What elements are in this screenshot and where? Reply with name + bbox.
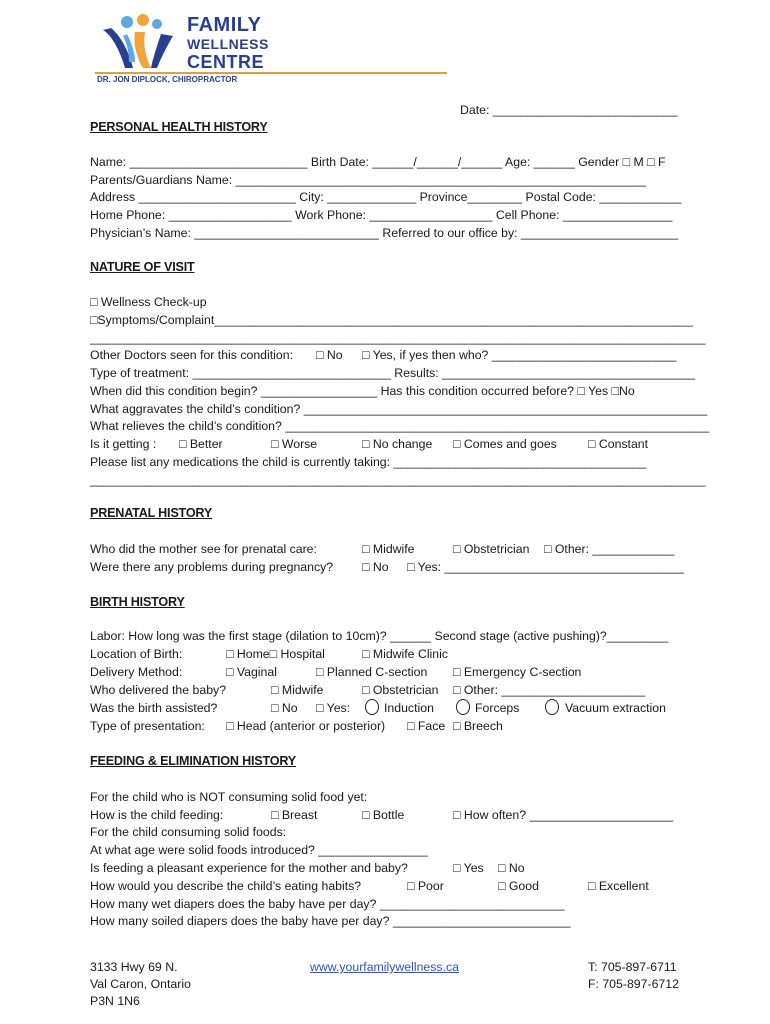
induction-radio[interactable]	[365, 699, 379, 715]
consuming-solid-label: For the child consuming solid foods:	[90, 825, 287, 839]
section-birth-heading: BIRTH HISTORY	[90, 595, 185, 609]
aggravates-row[interactable]: What aggravates the child’s condition? ___________________________________________________________	[90, 402, 708, 416]
delivery-label: Delivery Method:	[90, 665, 183, 679]
prenatal-obstetrician-checkbox[interactable]: □ Obstetrician	[453, 542, 530, 556]
presentation-head-checkbox[interactable]: □ Head (anterior or posterior)	[226, 719, 386, 733]
presentation-label: Type of presentation:	[90, 719, 205, 733]
family-figures-icon	[99, 14, 181, 70]
footer-phone: T: 705-897-6711	[588, 960, 677, 974]
relieves-row[interactable]: What relieves the child’s condition? ______________________________________________________________	[90, 419, 710, 433]
guardians-row[interactable]: Parents/Guardians Name: ____________________________________________________________	[90, 173, 646, 187]
not-solid-label: For the child who is NOT consuming solid food yet:	[90, 790, 368, 804]
getting-constant-checkbox[interactable]: □ Constant	[588, 437, 649, 451]
assisted-label: Was the birth assisted?	[90, 701, 218, 715]
delivered-obstetrician-checkbox[interactable]: □ Obstetrician	[362, 683, 439, 697]
section-feeding-heading: FEEDING & ELIMINATION HISTORY	[90, 754, 296, 768]
delivered-other-field[interactable]: □ Other: _____________________	[453, 683, 646, 697]
other-doctors-label: Other Doctors seen for this condition:	[90, 348, 293, 362]
prenatal-care-label: Who did the mother see for prenatal care:	[90, 542, 317, 556]
treatment-row[interactable]: Type of treatment: _____________________________ Results: _____________________________________	[90, 366, 696, 380]
pleasant-no-checkbox[interactable]: □ No	[498, 861, 525, 875]
symptoms-field[interactable]: □Symptoms/Complaint______________________________________________________________________	[90, 313, 694, 327]
logo-wellness-text: WELLNESS	[187, 36, 269, 52]
eating-habits-label: How would you describe the child’s eating habits?	[90, 879, 362, 893]
pregnancy-yes-field[interactable]: □ Yes: ___________________________________	[407, 560, 684, 574]
getting-worse-checkbox[interactable]: □ Worse	[271, 437, 318, 451]
footer-fax: F: 705-897-6712	[588, 977, 679, 991]
address-row[interactable]: Address _______________________ City: _____________ Province________ Postal Code: ____________	[90, 190, 682, 204]
logo-centre-text: CENTRE	[187, 52, 265, 72]
getting-label: Is it getting :	[90, 437, 157, 451]
feeding-how-often-field[interactable]: □ How often? _____________________	[453, 808, 674, 822]
symptoms-blank-line[interactable]: __________________________________________________________________________________________	[90, 331, 706, 345]
feeding-breast-checkbox[interactable]: □ Breast	[271, 808, 318, 822]
vacuum-extraction-label: Vacuum extraction	[565, 701, 666, 715]
wellness-checkbox[interactable]: □ Wellness Check-up	[90, 295, 207, 309]
location-home-hospital-checkbox[interactable]: □ Home□ Hospital	[226, 647, 325, 661]
physician-row[interactable]: Physician’s Name: ___________________________ Referred to our office by: _______________________	[90, 226, 679, 240]
vacuum-extraction-radio[interactable]	[545, 699, 559, 715]
solid-age-field[interactable]: At what age were solid foods introduced? ________________	[90, 843, 428, 857]
section-visit-heading: NATURE OF VISIT	[90, 260, 195, 274]
delivery-planned-csection-checkbox[interactable]: □ Planned C-section	[316, 665, 428, 679]
getting-better-checkbox[interactable]: □ Better	[179, 437, 223, 451]
wet-diapers-field[interactable]: How many wet diapers does the baby have per day? ___________________________	[90, 897, 565, 911]
presentation-face-checkbox[interactable]: □ Face	[407, 719, 446, 733]
other-doctors-yes-field[interactable]: □ Yes, if yes then who? ___________________________	[362, 348, 677, 362]
assisted-no-checkbox[interactable]: □ No	[271, 701, 298, 715]
section-personal-heading: PERSONAL HEALTH HISTORY	[90, 120, 268, 134]
feeding-how-label: How is the child feeding:	[90, 808, 224, 822]
location-midwife-clinic-checkbox[interactable]: □ Midwife Clinic	[362, 647, 449, 661]
forceps-radio[interactable]	[456, 699, 470, 715]
eating-good-checkbox[interactable]: □ Good	[498, 879, 539, 893]
delivered-midwife-checkbox[interactable]: □ Midwife	[271, 683, 324, 697]
forceps-label: Forceps	[475, 701, 520, 715]
footer-address-line3: P3N 1N6	[90, 994, 140, 1008]
section-prenatal-heading: PRENATAL HISTORY	[90, 506, 213, 520]
footer-website-link[interactable]: www.yourfamilywellness.ca	[310, 960, 459, 974]
induction-label: Induction	[384, 701, 434, 715]
delivered-by-label: Who delivered the baby?	[90, 683, 227, 697]
condition-begin-row[interactable]: When did this condition begin? _________________ Has this condition occurred before? □ Yes □No	[90, 384, 635, 398]
assisted-yes-checkbox[interactable]: □ Yes:	[316, 701, 351, 715]
logo-divider	[95, 72, 447, 74]
phone-row[interactable]: Home Phone: __________________ Work Phone: __________________ Cell Phone: ________________	[90, 208, 673, 222]
delivery-emergency-csection-checkbox[interactable]: □ Emergency C-section	[453, 665, 582, 679]
other-doctors-no-checkbox[interactable]: □ No	[316, 348, 343, 362]
medications-blank-line[interactable]: __________________________________________________________________________________________	[90, 473, 706, 487]
logo-subtitle: DR. JON DIPLOCK, CHIROPRACTOR	[97, 75, 238, 84]
pleasant-yes-checkbox[interactable]: □ Yes	[453, 861, 484, 875]
eating-excellent-checkbox[interactable]: □ Excellent	[588, 879, 649, 893]
prenatal-other-field[interactable]: □ Other: ____________	[544, 542, 675, 556]
soiled-diapers-field[interactable]: How many soiled diapers does the baby have per day? __________________________	[90, 914, 571, 928]
delivery-vaginal-checkbox[interactable]: □ Vaginal	[226, 665, 277, 679]
footer-address-line2: Val Caron, Ontario	[90, 977, 191, 991]
name-row[interactable]: Name: __________________________ Birth Date: ______/______/______ Age: ______ Gender □ M □ F	[90, 155, 666, 169]
getting-nochange-checkbox[interactable]: □ No change	[362, 437, 433, 451]
location-label: Location of Birth:	[90, 647, 183, 661]
medications-row[interactable]: Please list any medications the child is currently taking: _____________________________________	[90, 455, 647, 469]
pregnancy-problems-label: Were there any problems during pregnancy?	[90, 560, 334, 574]
date-field[interactable]: Date: ___________________________	[460, 103, 678, 117]
getting-comesgoes-checkbox[interactable]: □ Comes and goes	[453, 437, 557, 451]
prenatal-midwife-checkbox[interactable]: □ Midwife	[362, 542, 415, 556]
feeding-bottle-checkbox[interactable]: □ Bottle	[362, 808, 405, 822]
footer-address-line1: 3133 Hwy 69 N.	[90, 960, 178, 974]
labor-row[interactable]: Labor: How long was the first stage (dilation to 10cm)? ______ Second stage (active pushing)?_________	[90, 629, 669, 643]
eating-poor-checkbox[interactable]: □ Poor	[407, 879, 444, 893]
logo	[95, 12, 455, 87]
pregnancy-no-checkbox[interactable]: □ No	[362, 560, 389, 574]
logo-family-text: FAMILY	[187, 14, 262, 36]
presentation-breech-checkbox[interactable]: □ Breech	[453, 719, 503, 733]
pleasant-label: Is feeding a pleasant experience for the mother and baby?	[90, 861, 408, 875]
